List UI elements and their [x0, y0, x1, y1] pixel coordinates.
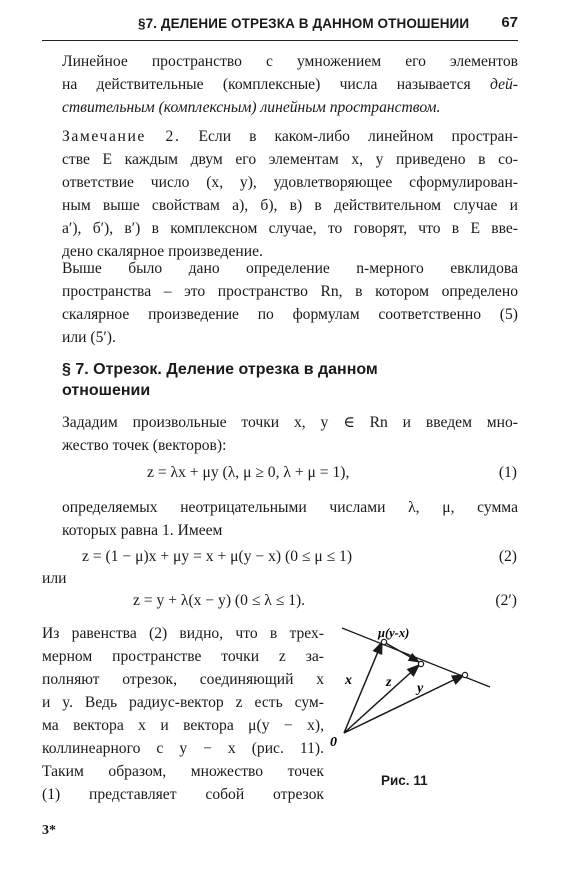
equation-number: (2)	[498, 548, 517, 565]
text-line: которых равна 1. Имеем	[62, 522, 223, 539]
running-title: §7. ДЕЛЕНИЕ ОТРЕЗКА В ДАННОМ ОТНОШЕНИИ	[138, 16, 470, 31]
section-heading: § 7. Отрезок. Деление отрезка в данном отношении	[62, 361, 378, 399]
text-line: жество точек (векторов):	[62, 437, 227, 454]
vector-y-arrow	[344, 675, 464, 733]
text-line: пространства – это пространство Rn, в котором определено	[62, 283, 518, 300]
text-line: Линейное пространство с умножением его элементов	[62, 53, 518, 70]
text-line: стве E каждым двум его элементам x, y приведено в со-	[62, 151, 518, 168]
formula-3: z = y + λ(x − y) (0 ≤ λ ≤ 1). (2′)	[133, 592, 517, 609]
text-line: Зададим произвольные точки x, y ∈ Rn и введем мно-	[62, 414, 518, 431]
vector-z-arrow	[344, 665, 419, 733]
text-line: (1) представляет собой отрезок	[42, 786, 324, 803]
paragraph-points	[62, 411, 518, 457]
paragraph-segment	[42, 622, 324, 806]
text-line: ствительным (комплексным) линейным пространством.	[62, 99, 441, 116]
text-line: ответствие число (x, y), удовлетворяющее сформулирован-	[62, 174, 518, 191]
line-through-x-y	[342, 628, 490, 687]
vector-x-label: x	[345, 673, 352, 688]
signature-mark: 3*	[42, 823, 56, 838]
text-line: или (5′).	[62, 329, 116, 346]
text-line: Замечание 2. Если в каком-либо линейном простран-	[62, 128, 518, 145]
page-number: 67	[501, 14, 518, 31]
formula-2: z = (1 − μ)x + μy = x + μ(y − x) (0 ≤ μ ≤ 1) (2)	[82, 548, 517, 565]
text-line: и y. Ведь радиус-вектор z есть сум-	[42, 694, 324, 711]
mu-vector-label: μ(y-x)	[378, 626, 410, 640]
equation-number: (2′)	[495, 592, 517, 609]
origin-label: 0	[330, 735, 337, 750]
point-y-marker	[462, 672, 467, 677]
text-line: на действительные (комплексные) числа называется дей-	[62, 76, 518, 93]
text-line: Выше было дано определение n-мерного евклидова	[62, 260, 518, 277]
point-x-marker	[381, 639, 386, 644]
paragraph-definition	[62, 50, 518, 119]
vector-y-label: y	[417, 681, 424, 696]
paragraph-remark	[62, 125, 518, 263]
text-line: мерном пространстве точки z за-	[42, 648, 324, 665]
formula-1: z = λx + μy (λ, μ ≥ 0, λ + μ = 1), (1)	[147, 464, 517, 481]
paragraph-defined	[62, 496, 518, 542]
text-line: полняют отрезок, соединяющий x	[42, 671, 324, 688]
vector-mu-arrow	[384, 642, 419, 662]
equation-number: (1)	[498, 464, 517, 481]
vector-z-label: z	[386, 675, 392, 690]
text-line: скалярное произведение по формулам соответственно (5)	[62, 306, 518, 323]
text-line: а′), б′), в′) в комплексном случае, то говорят, что в E вве-	[62, 220, 518, 237]
text-line: ма вектора x и вектора μ(y − x),	[42, 717, 324, 734]
point-z-marker	[418, 661, 423, 666]
remark-label: Замечание 2.	[62, 128, 181, 145]
paragraph-euclidean	[62, 257, 518, 349]
running-header	[42, 14, 518, 41]
text-line: Таким образом, множество точек	[42, 763, 324, 780]
text-line: ным выше свойствам а), б), в) в действительном случае и	[62, 197, 518, 214]
figure-11-diagram	[320, 625, 495, 760]
text-line: определяемых неотрицательными числами λ, μ, сумма	[62, 499, 518, 516]
or-word: или	[42, 570, 67, 587]
text-line: Из равенства (2) видно, что в трех-	[42, 625, 324, 642]
text-line: дено скалярное произведение.	[62, 243, 263, 260]
text-line: коллинеарного с y − x (рис. 11).	[42, 740, 324, 757]
figure-caption: Рис. 11	[381, 773, 428, 788]
